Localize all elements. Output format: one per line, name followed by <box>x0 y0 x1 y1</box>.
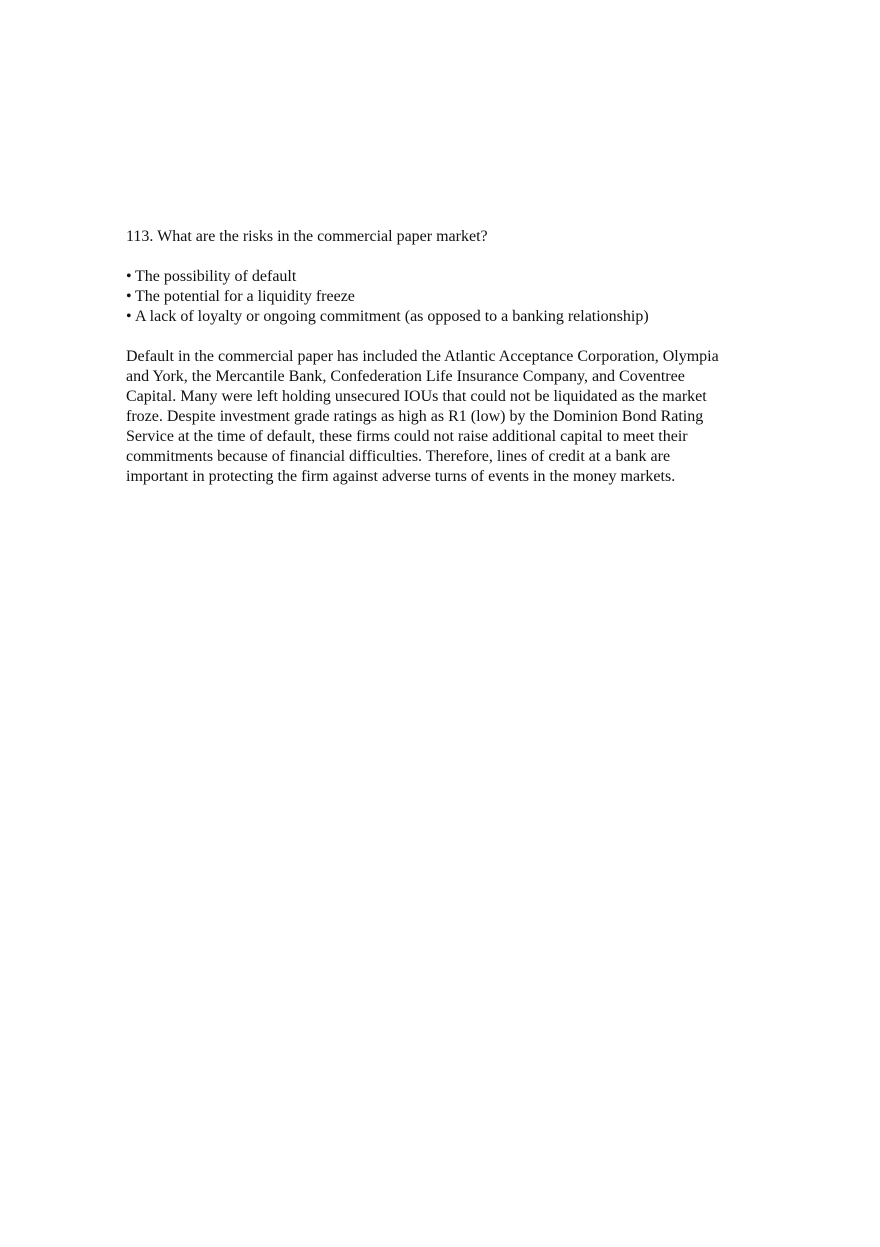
risk-text: A lack of loyalty or ongoing commitment (as opposed to a banking relationship) <box>135 308 649 325</box>
answer-line: froze. Despite investment grade ratings as high as R1 (low) by the Dominion Bond Rating <box>126 408 704 425</box>
answer-line: and York, the Mercantile Bank, Confederation Life Insurance Company, and Coventree <box>126 368 685 385</box>
risk-text: The possibility of default <box>135 268 297 285</box>
answer-line: Service at the time of default, these firms could not raise additional capital to meet their <box>126 428 688 445</box>
risk-list <box>126 267 776 327</box>
bullet-icon: • <box>126 268 132 285</box>
risk-list-item <box>126 307 776 327</box>
answer-line: important in protecting the firm against adverse turns of events in the money markets. <box>126 468 676 485</box>
answer-paragraph <box>126 347 776 487</box>
answer-line: commitments because of financial difficulties. Therefore, lines of credit at a bank are <box>126 448 671 465</box>
risk-text: The potential for a liquidity freeze <box>135 288 355 305</box>
bullet-icon: • <box>126 308 132 325</box>
answer-line: Default in the commercial paper has included the Atlantic Acceptance Corporation, Olympia <box>126 348 719 365</box>
answer-line: Capital. Many were left holding unsecured IOUs that could not be liquidated as the market <box>126 388 707 405</box>
bullet-icon: • <box>126 288 132 305</box>
question-heading: 113. What are the risks in the commercial paper market? <box>126 228 488 245</box>
risk-list-item <box>126 287 776 307</box>
document-body <box>126 227 776 487</box>
risk-list-item <box>126 267 776 287</box>
